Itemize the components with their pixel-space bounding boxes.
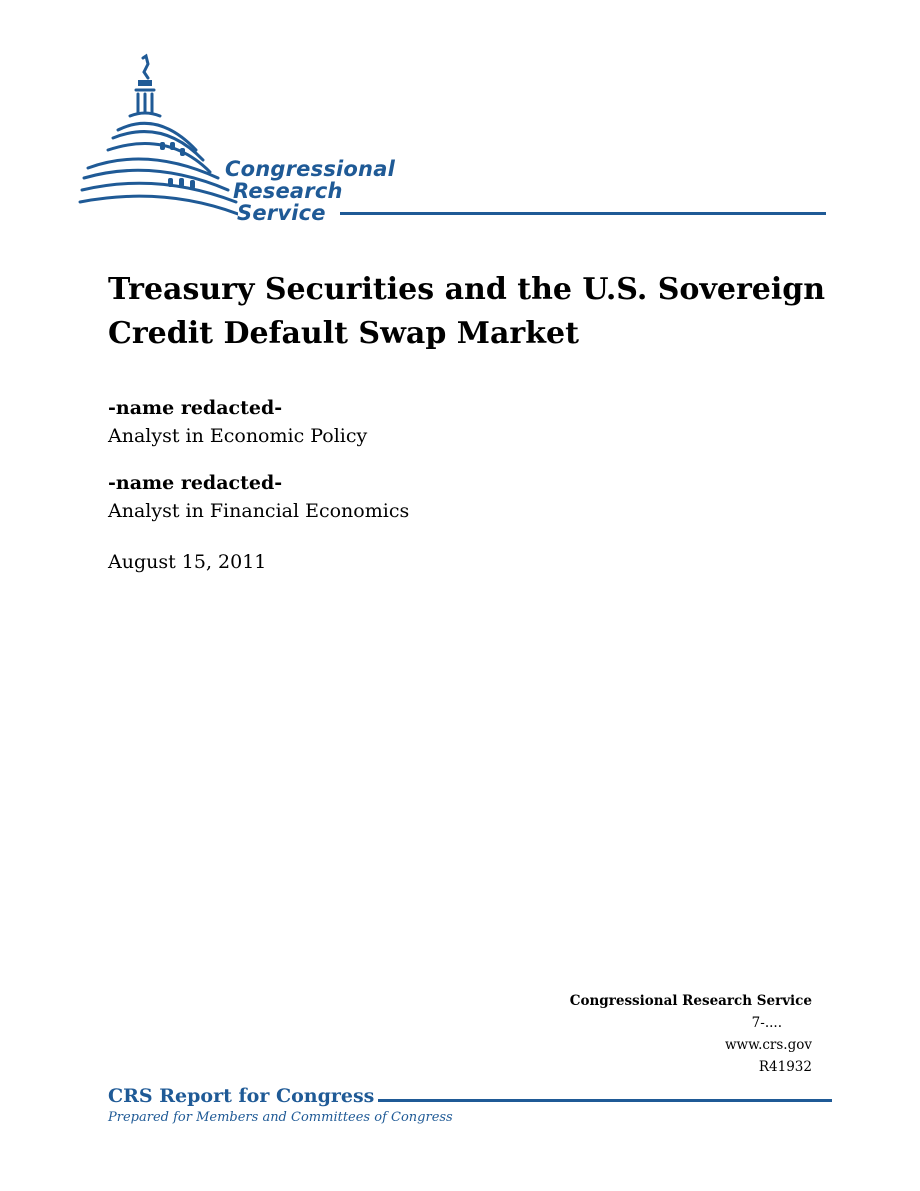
title-line-2: Credit Default Swap Market [108,316,579,351]
author-name: -name redacted- [108,472,283,494]
title-line-1: Treasury Securities and the U.S. Sovereign [108,272,826,307]
author-1 [108,394,367,450]
capitol-dome-icon [78,50,238,220]
author-role: Analyst in Economic Policy [108,425,368,447]
logo-rule [340,212,826,215]
author-name: -name redacted- [108,397,283,419]
crs-name: Congressional Research Service [569,993,812,1009]
footer-subtitle: Prepared for Members and Committees of Congress [108,1110,453,1125]
report-footer [108,1085,832,1125]
logo-congressional: Congressional [225,157,395,181]
author-role: Analyst in Financial Economics [108,500,410,522]
crs-logo [78,50,838,230]
report-number: R41932 [758,1059,812,1075]
author-2 [108,469,409,525]
report-date: August 15, 2011 [108,551,267,573]
order-code: 7-.... [751,1015,782,1031]
footer-title: CRS Report for Congress [108,1085,378,1107]
logo-service: Service [237,201,326,225]
crs-url: www.crs.gov [725,1037,812,1053]
crs-info-block [570,990,812,1078]
logo-research: Research [233,179,343,203]
report-title [108,268,848,356]
